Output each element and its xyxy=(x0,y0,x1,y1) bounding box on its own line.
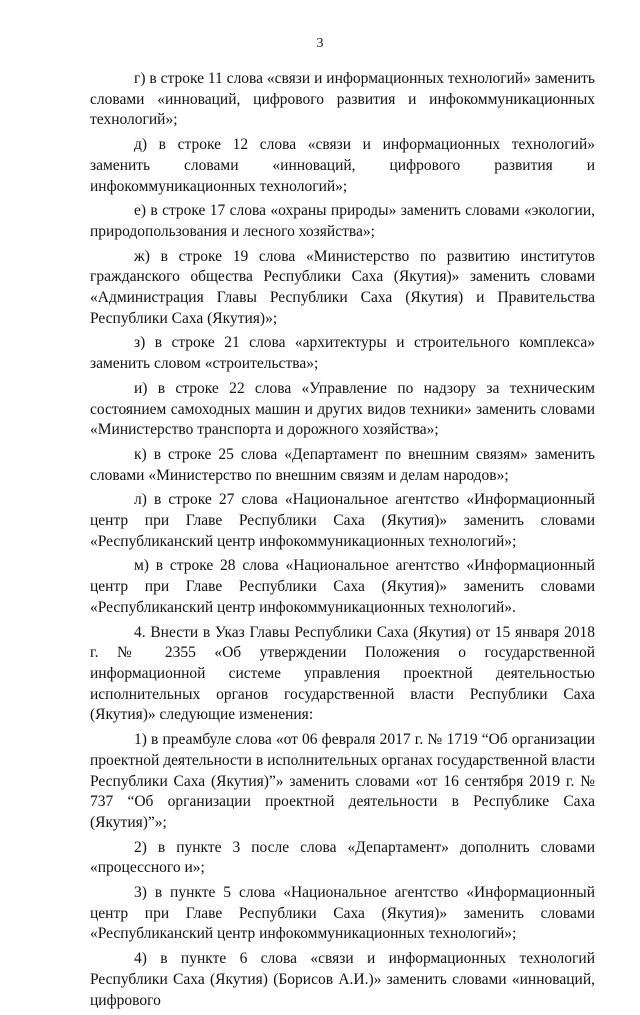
paragraph-item-e: е) в строке 17 слова «охраны природы» заменить словами «экологии, природопользования и лесного хозяйства»; xyxy=(90,202,595,240)
paragraph-item-z: з) в строке 21 слова «архитектуры и строительного комплекса» заменить словом «строительства»; xyxy=(90,334,595,373)
paragraph-subitem-1: 1) в преамбуле слова «от 06 февраля 2017 г. № 1719 “Об организации проектной деятельности в исполнительных органах государственной власти Республики Саха (Якутия)”» заменить словами «от 16 сентября 2019 г. № 737 “Об организации проектной деятельности в Республике Саха (Якутия)”»; xyxy=(90,731,595,831)
paragraph-section-4: 4. Внести в Указ Главы Республики Саха (Якутия) от 15 января 2018 г. № 2355 «Об утверждении Положения о государственной информационной системе управления проектной деятельностью исполнительных органов государственной власти Республики Саха (Якутия)» следующие изменения: xyxy=(90,623,595,724)
paragraph-item-k: к) в строке 25 слова «Департамент по внешним связям» заменить словами «Министерство по внешним связям и делам народов»; xyxy=(90,445,595,484)
paragraph-subitem-4: 4) в пункте 6 слова «связи и информационных технологий Республики Саха (Якутия) (Борисов А.И.)» заменить словами «инноваций, цифрового xyxy=(90,950,595,1009)
page-number: 3 xyxy=(316,36,324,51)
paragraph-subitem-3: 3) в пункте 5 слова «Национальное агентство «Информационный центр при Главе Республики Саха (Якутия)» заменить словами «Республиканский центр инфокоммуникационных технологий»; xyxy=(90,884,595,943)
paragraph-item-m: м) в строке 28 слова «Национальное агентство «Информационный центр при Главе Республики Саха (Якутия)» заменить словами «Республиканский центр инфокоммуникационных технологий». xyxy=(90,557,595,616)
document-body xyxy=(90,69,595,1015)
paragraph-subitem-2: 2) в пункте 3 после слова «Департамент» дополнить словами «процессного и»; xyxy=(90,838,595,877)
paragraph-item-l: л) в строке 27 слова «Национальное агентство «Информационный центр при Главе Республики Саха (Якутия)» заменить словами «Республиканский центр инфокоммуникационных технологий»; xyxy=(90,491,595,550)
paragraph-item-d: д) в строке 12 слова «связи и информационных технологий» заменить словами «инноваций, цифрового развития и инфокоммуникационных технологий»; xyxy=(90,136,595,195)
paragraph-item-zh: ж) в строке 19 слова «Министерство по развитию институтов гражданского общества Республики Саха (Якутия)» заменить словами «Администрация Главы Республики Саха (Якутия) и Правительства Республики Саха (Якутия)»; xyxy=(90,247,595,327)
paragraph-item-i: и) в строке 22 слова «Управление по надзору за техническим состоянием самоходных машин и других видов техники» заменить словами «Министерство транспорта и дорожного хозяйства»; xyxy=(90,379,595,439)
paragraph-item-g: г) в строке 11 слова «связи и информационных технологий» заменить словами «инноваций, цифрового развития и инфокоммуникационных технологий»; xyxy=(90,70,595,129)
